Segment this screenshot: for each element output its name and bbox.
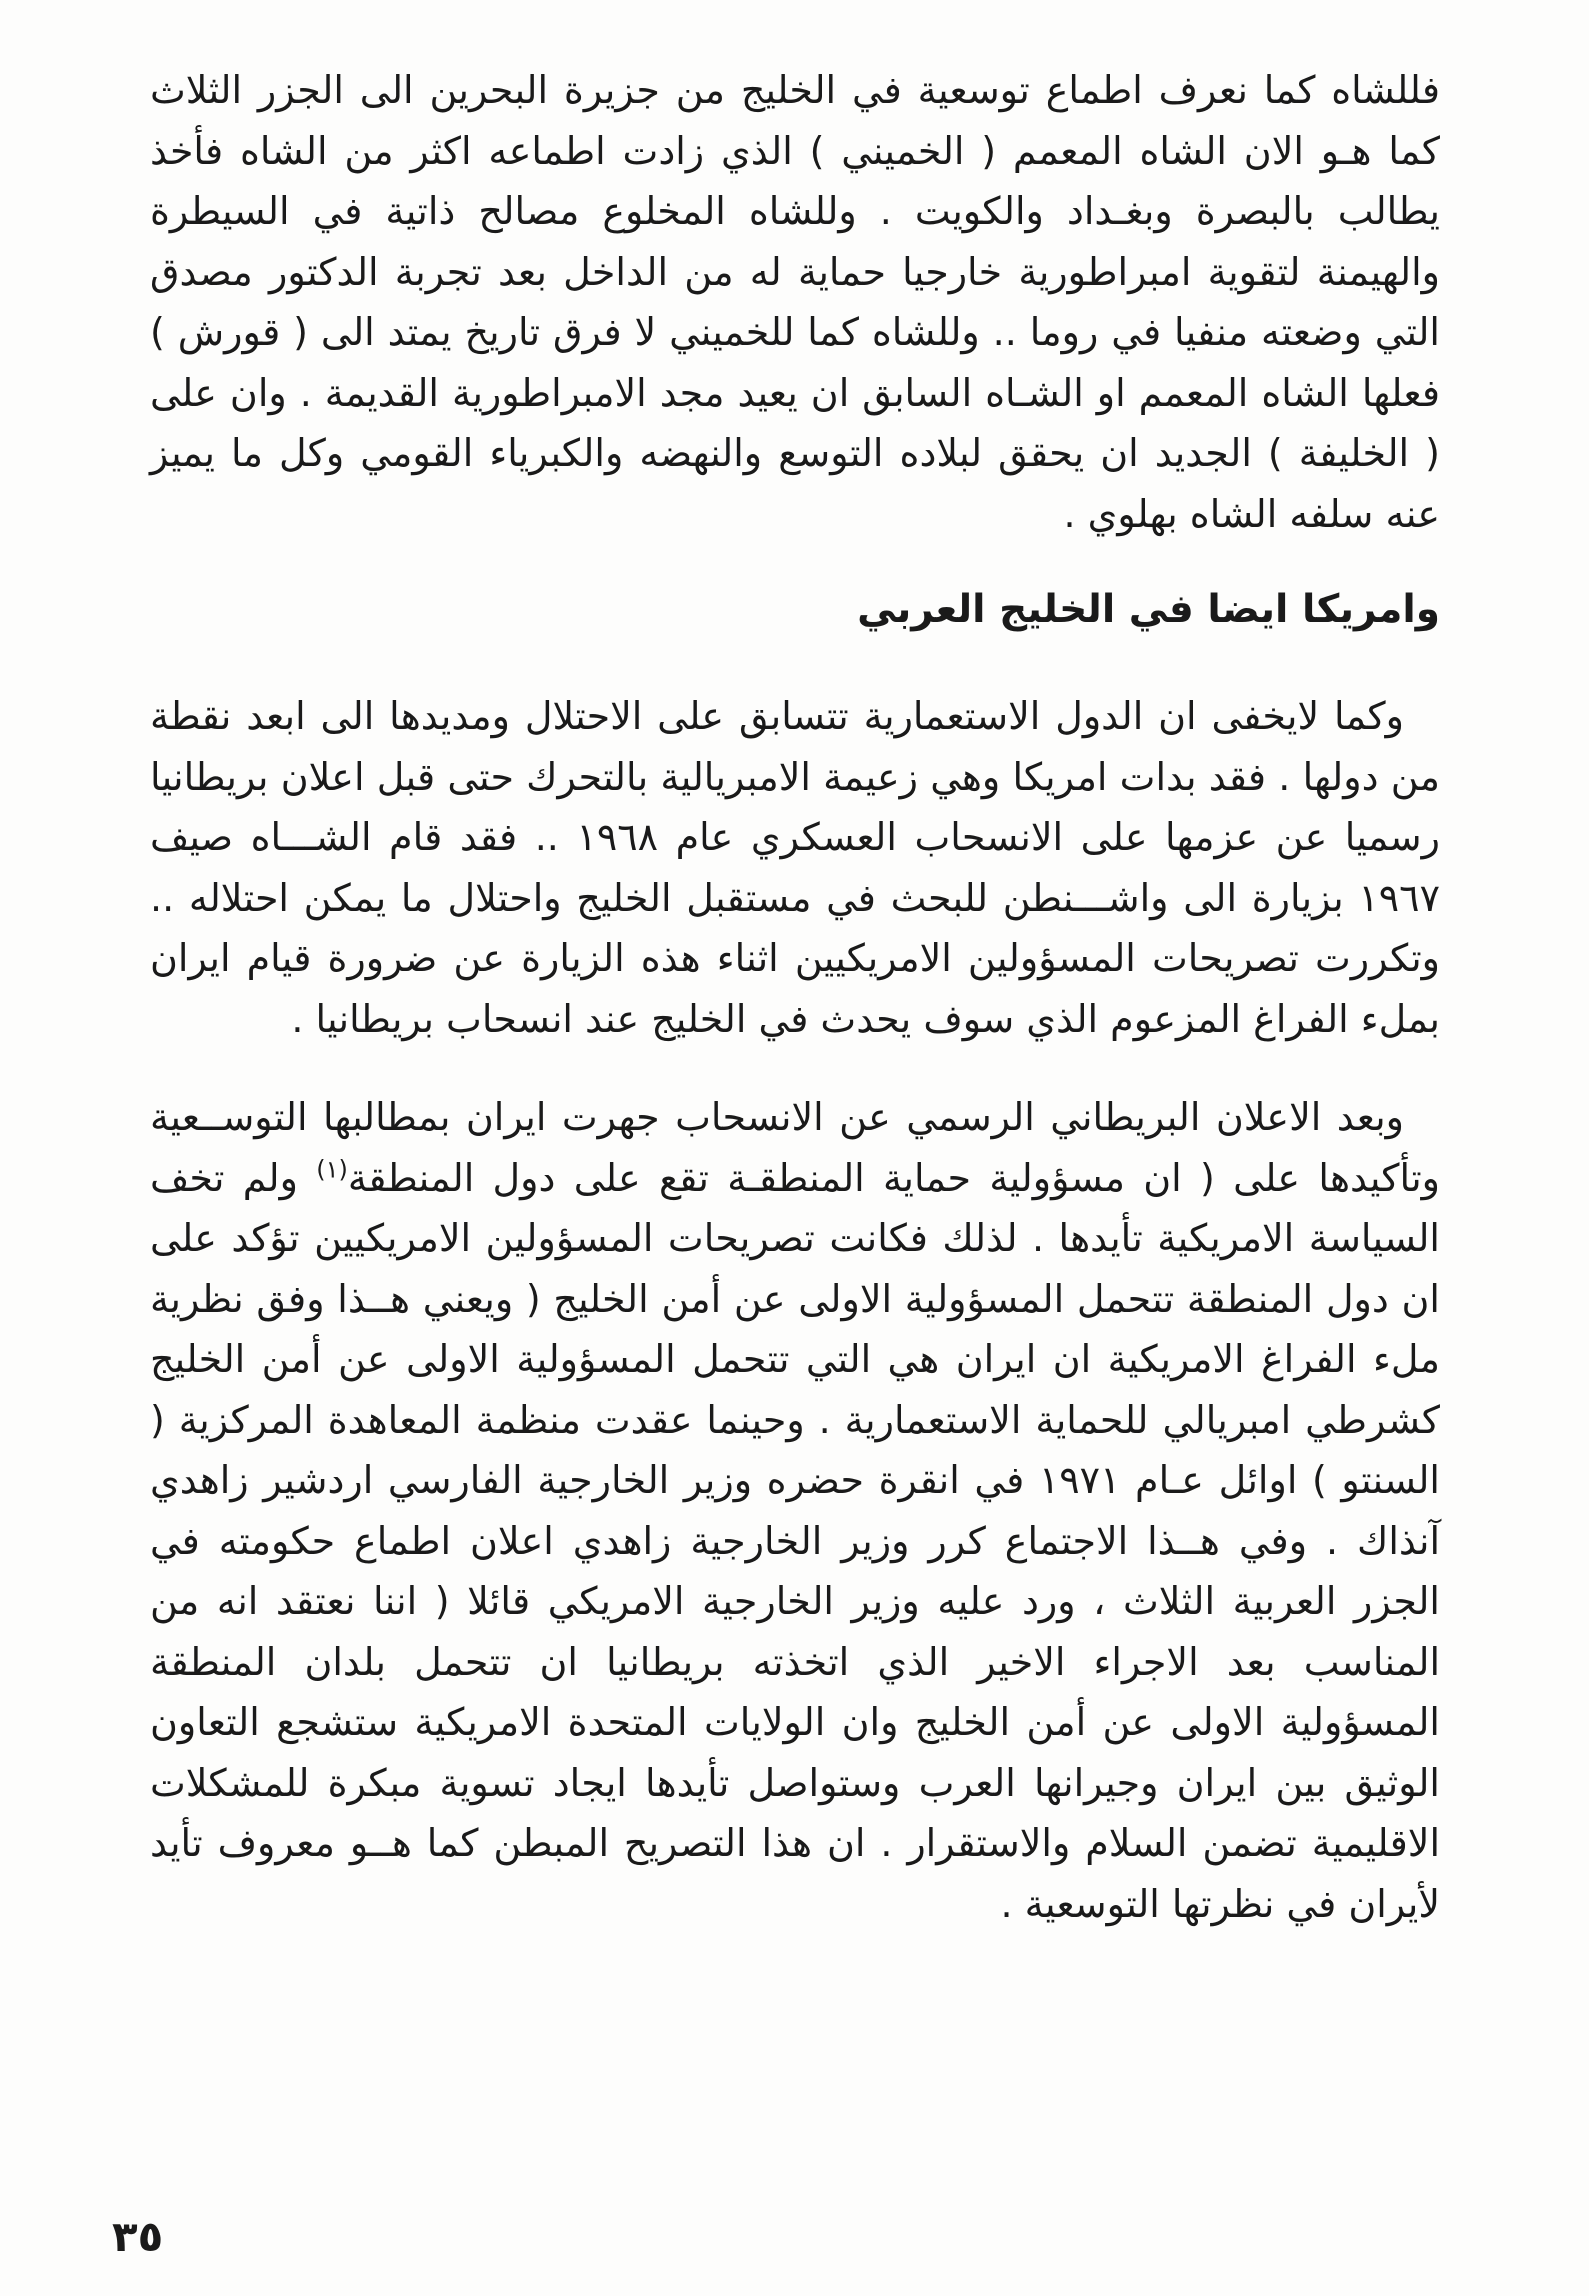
paragraph-america-gulf: وكما لايخفى ان الدول الاستعمارية تتسابق على الاحتلال ومديدها الى ابعد نقطة من دولها . فقد بدات امريكا وهي زعيمة الامبريالية بالتحرك حتى قبل اعلان بريطانيا رسميا عن عزمها على الانسحاب العسكري عام ١٩٦٨ .. فقد قام الشـــاه صيف ١٩٦٧ بزيارة الى واشـــنطن للبحث في مستقبل الخليج واحتلال ما يمكن احتلاله .. وتكررت تصريحات المسؤولين الامريكيين اثناء هذه الزيارة عن ضرورة قيام ايران بملء الفراغ المزعوم الذي سوف يحدث في الخليج عند انسحاب بريطانيا . [150, 694, 1440, 1041]
text-column [150, 60, 1440, 1934]
page-number: ٣٥ [112, 2212, 164, 2261]
section-heading: وامريكا ايضا في الخليج العربي [857, 587, 1440, 632]
footnote-marker: (١) [316, 1154, 348, 1183]
paragraph-british-withdrawal [150, 1087, 1440, 1934]
paragraph-text-part-2: ولم تخف السياسة الامريكية تأيدها . لذلك فكانت تصريحات المسؤولين الامريكيين تؤكد على ان دول المنطقة تتحمل المسؤولية الاولى عن أمن الخليج ( ويعني هــذا وفق نظرية ملء الفراغ الامريكية ان ايران هي التي تتحمل المسؤولية الاولى عن أمن الخليج كشرطي امبريالي للحماية الاستعمارية . وحينما عقدت منظمة المعاهدة المركزية ( السنتو ) اوائل عـام ١٩٧١ في انقرة حضره وزير الخارجية الفارسي اردشير زاهدي آنذاك . وفي هــذا الاجتماع كرر وزير الخارجية زاهدي اعلان اطماع حكومته في الجزر العربية الثلاث ، ورد عليه وزير الخارجية الامريكي قائلا ( اننا نعتقد انه من المناسب بعد الاجراء الاخير الذي اتخذته بريطانيا ان تتحمل بلدان المنطقة المسؤولية الاولى عن أمن الخليج وان الولايات المتحدة الامريكية ستشجع التعاون الوثيق بين ايران وجيرانها العرب وستواصل تأيدها ايجاد تسوية مبكرة للمشكلات الاقليمية تضمن السلام والاستقرار . ان هذا التصريح المبطن كما هــو معروف تأيد لأيران في نظرتها التوسعية . [150, 1155, 1440, 1926]
paragraph-shah-ambitions: فللشاه كما نعرف اطماع توسعية في الخليج من جزيرة البحرين الى الجزر الثلاث كما هـو الان الشاه المعمم ( الخميني ) الذي زادت اطماعه اكثر من الشاه فأخذ يطالب بالبصرة وبغـداد والكويت . وللشاه المخلوع مصالح ذاتية في السيطرة والهيمنة لتقوية امبراطورية خارجيا حماية له من الداخل بعد تجربة الدكتور مصدق التي وضعته منفيا في روما .. وللشاه كما للخميني لا فرق تاريخ يمتد الى ( قورش ) فعلها الشاه المعمم او الشـاه السابق ان يعيد مجد الامبراطورية القديمة . وان على ( الخليفة ) الجديد ان يحقق لبلاده التوسع والنهضه والكبرياء القومي وكل ما يميز عنه سلفه الشاه بهلوي . [150, 68, 1440, 536]
paragraph-text-part-1: وبعد الاعلان البريطاني الرسمي عن الانسحاب جهرت ايران بمطالبها التوســعية وتأكيدها على ( ان مسؤولية حماية المنطقـة تقع على دول المنطقة [150, 1095, 1440, 1200]
